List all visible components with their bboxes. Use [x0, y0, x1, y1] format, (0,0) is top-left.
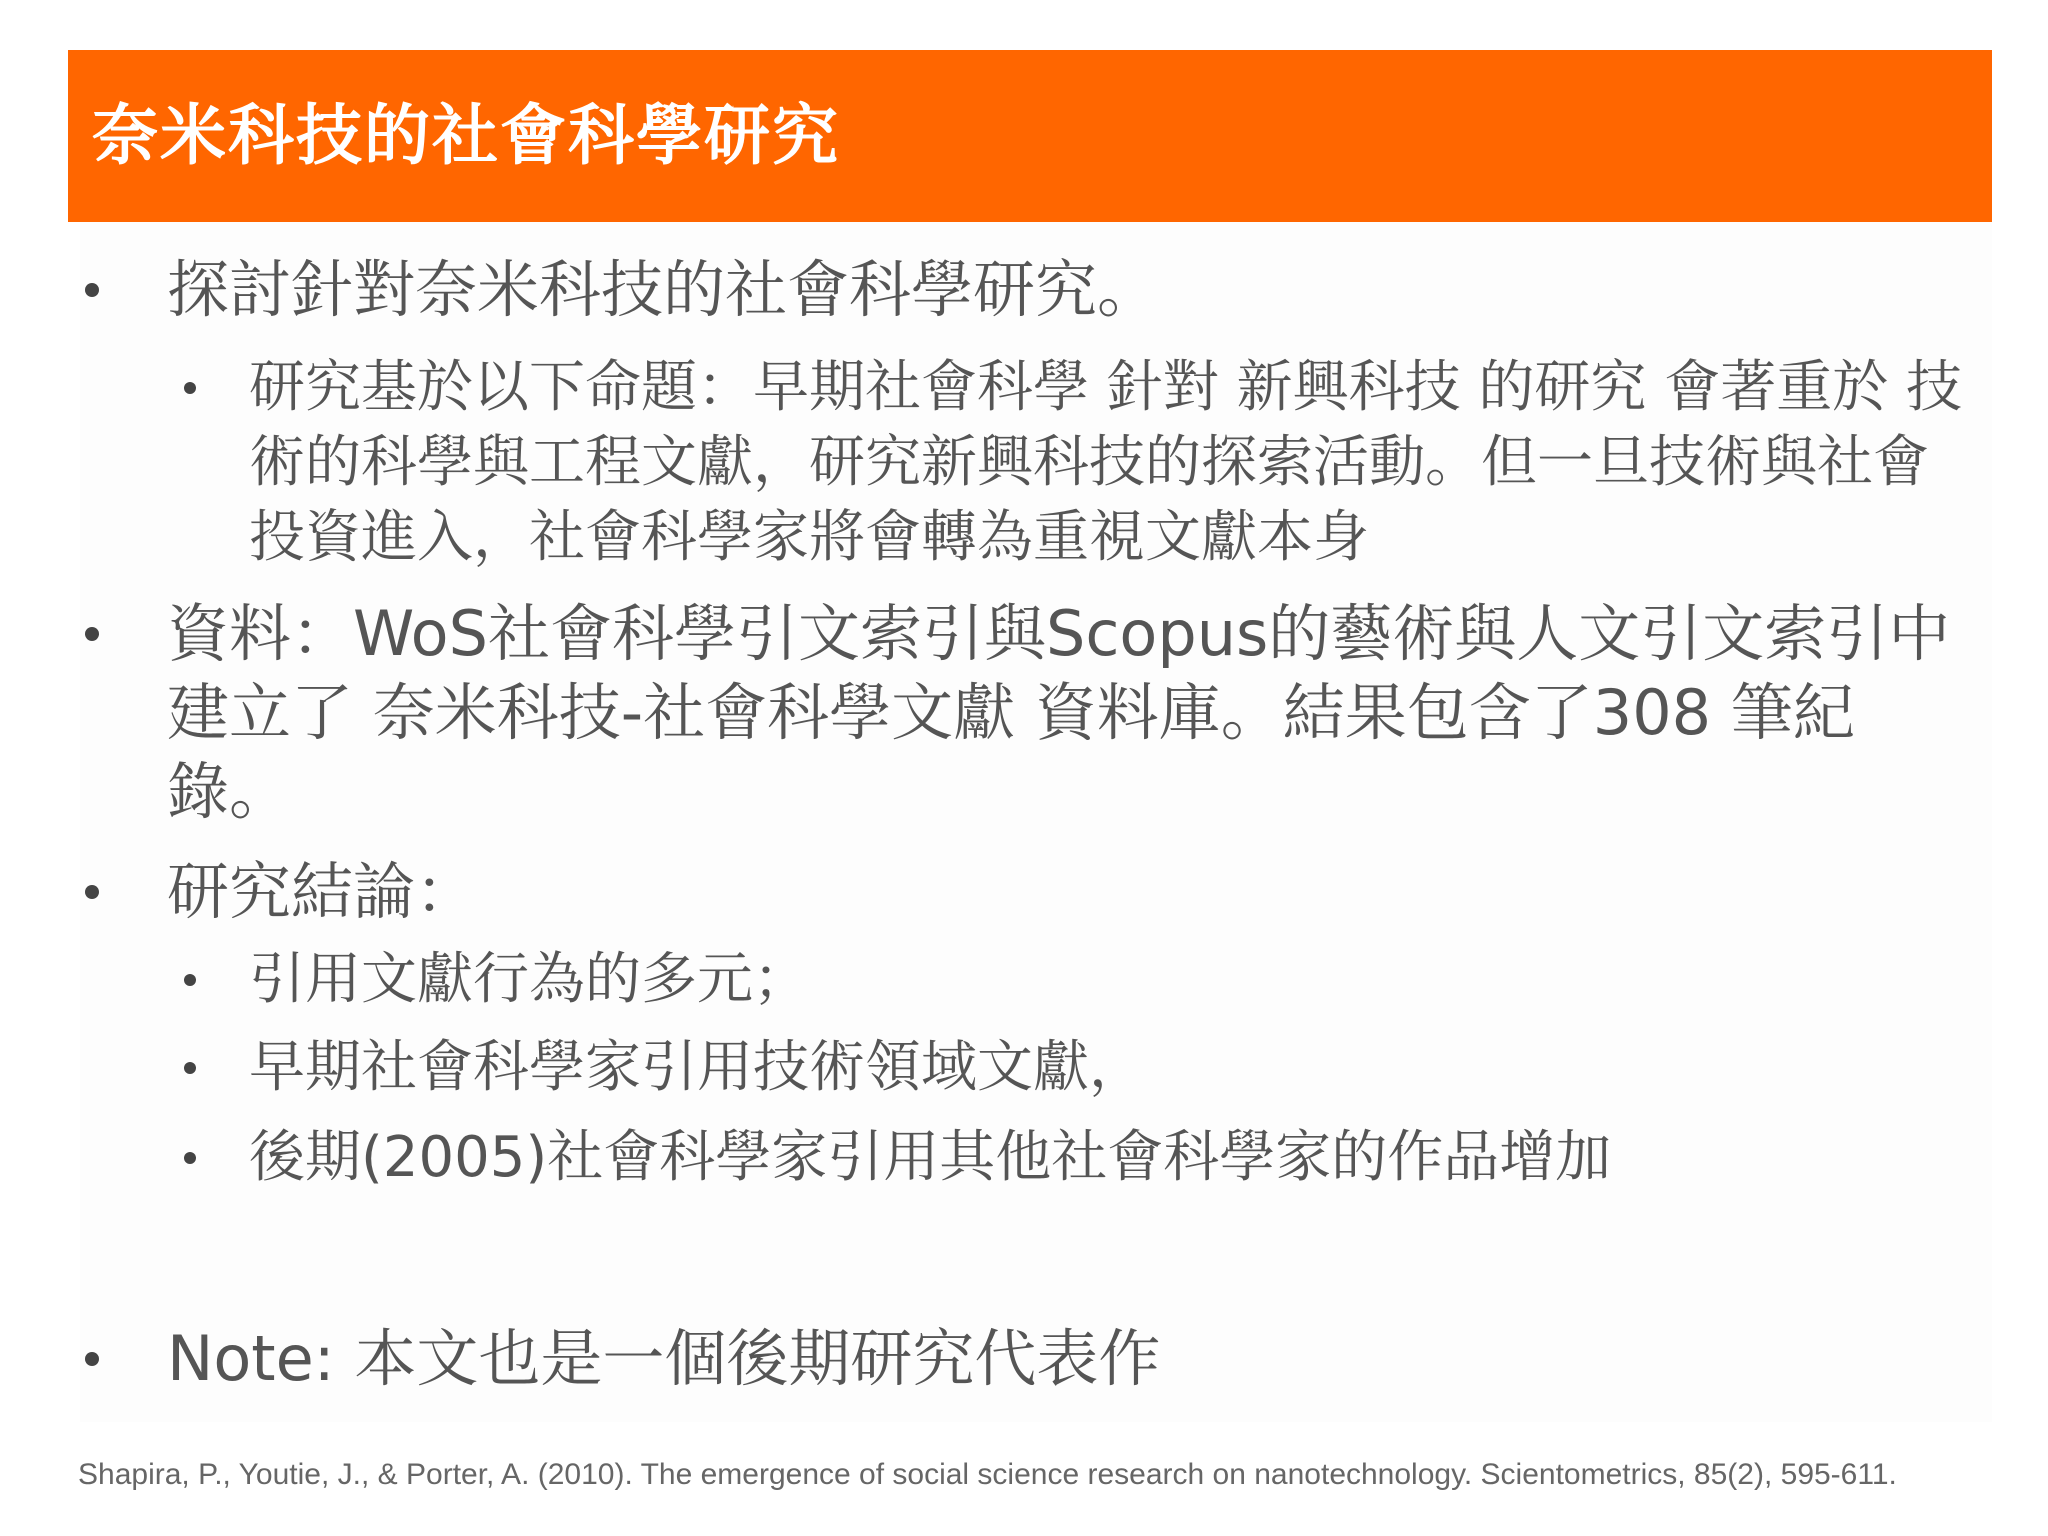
- bullet-dot-icon: [184, 974, 196, 986]
- sub-bullet-item: [184, 1120, 1984, 1195]
- bullet-dot-icon: [85, 885, 99, 899]
- bullet-item: [80, 1319, 1980, 1398]
- reference-citation: Shapira, P., Youtie, J., & Porter, A. (2010). The emergence of social science research on nanotechnology. Scientometrics, 85(2), 595-611.: [78, 1458, 1897, 1491]
- bullet-dot-icon: [85, 283, 99, 297]
- title-bar: [68, 50, 1992, 222]
- bullet-text: 後期(2005)社會科學家引用其他社會科學家的作品增加: [249, 1125, 1612, 1190]
- bullet-text: 早期社會科學家引用技術領域文獻，: [249, 1035, 1145, 1100]
- bullet-text: 研究基於以下命題：早期社會科學 針對 新興科技 的研究 會著重於 技術的科學與工程文獻，研究新興科技的探索活動。但一旦技術與社會投資進入，社會科學家將會轉為重視文獻本身: [249, 355, 1963, 570]
- bullet-text: 探討針對奈米科技的社會科學研究。: [167, 253, 1160, 326]
- bullet-item: [80, 852, 1980, 931]
- bullet-item: [80, 250, 1980, 329]
- sub-bullet-item: [184, 350, 1984, 575]
- bullet-item: [80, 594, 1980, 831]
- bullet-text: 資料：WoS社會科學引文索引與Scopus的藝術與人文引文索引中 建立了 奈米科技-社會科學文獻 資料庫。結果包含了308 筆紀錄。: [167, 597, 1951, 828]
- bullet-dot-icon: [184, 1152, 196, 1164]
- bullet-dot-icon: [184, 382, 196, 394]
- slide-content: [80, 222, 1992, 1422]
- sub-bullet-item: [184, 1030, 1984, 1105]
- bullet-dot-icon: [85, 1352, 99, 1366]
- bullet-text: Note: 本文也是一個後期研究代表作: [167, 1322, 1161, 1395]
- bullet-text: 引用文獻行為的多元；: [249, 947, 809, 1012]
- bullet-dot-icon: [184, 1062, 196, 1074]
- slide-title: 奈米科技的社會科學研究: [92, 97, 840, 174]
- bullet-text: 研究結論：: [167, 855, 478, 928]
- sub-bullet-item: [184, 942, 1984, 1017]
- bullet-dot-icon: [85, 627, 99, 641]
